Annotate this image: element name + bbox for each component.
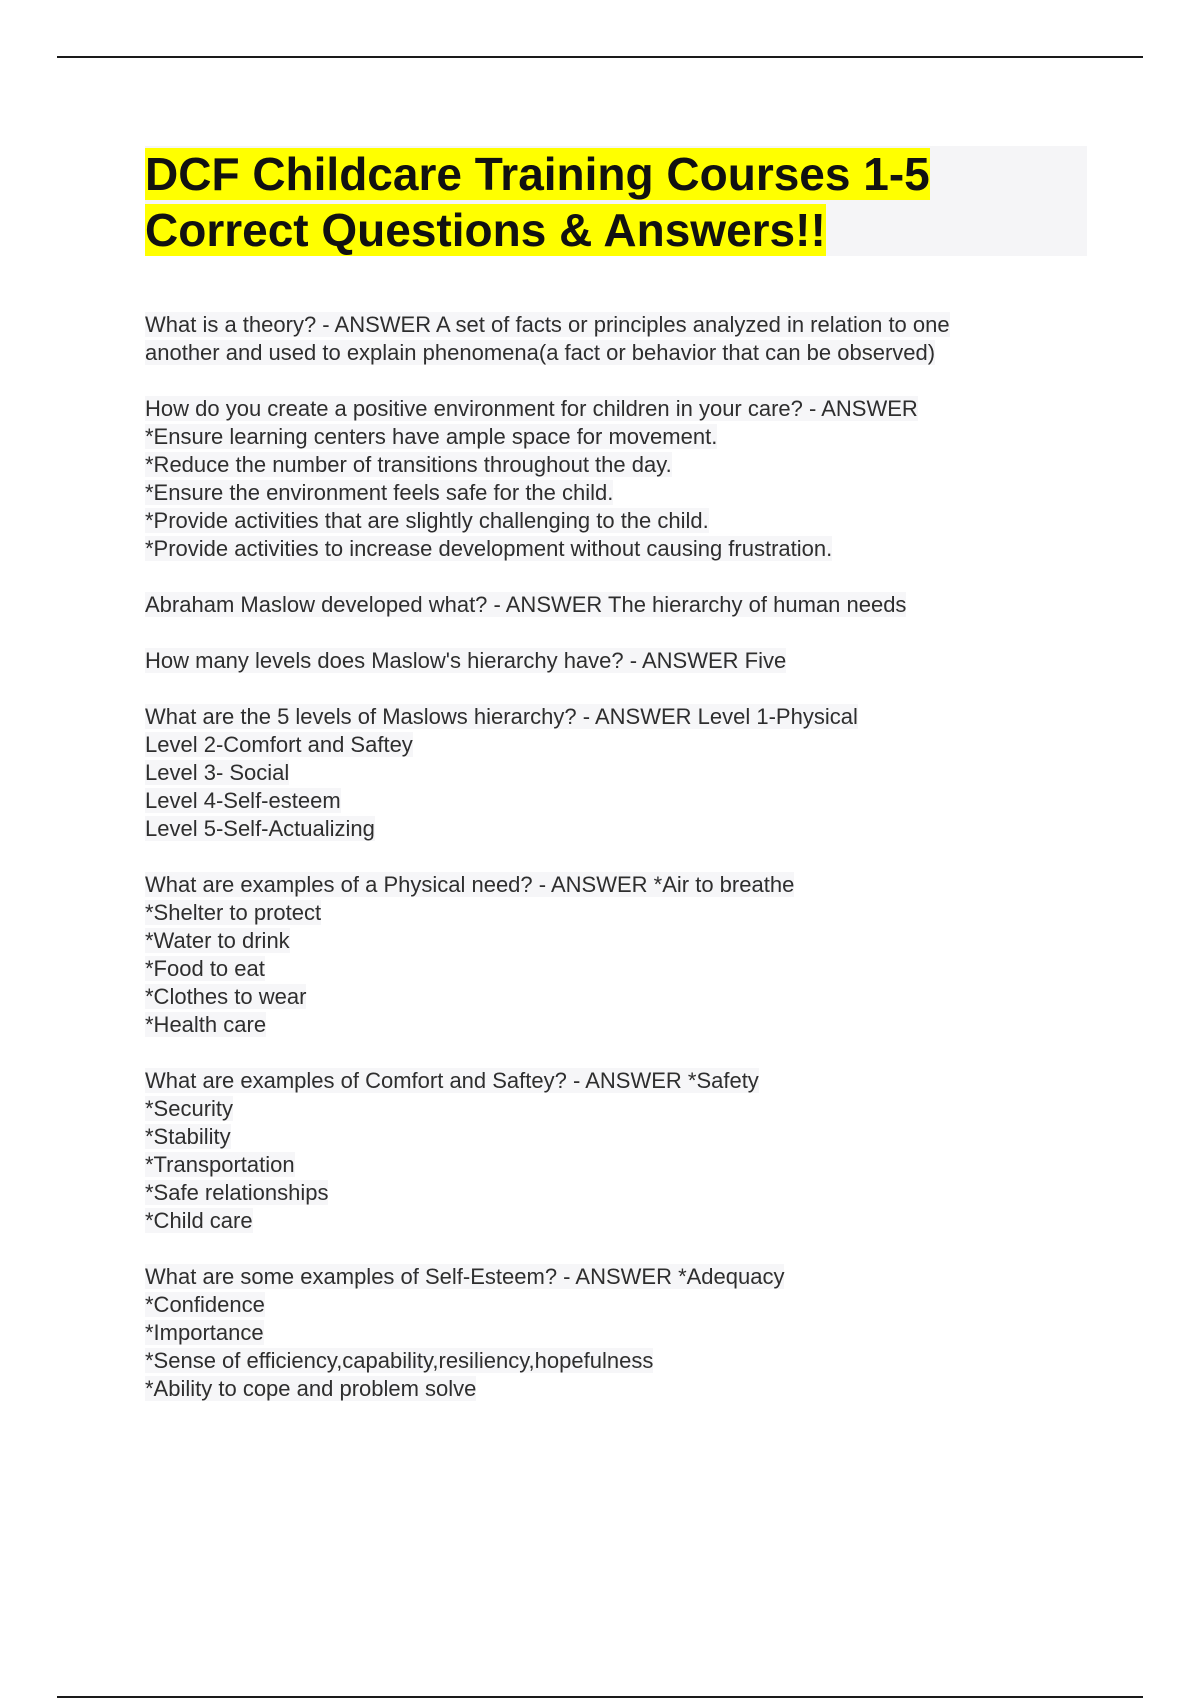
qa-list — [145, 311, 1105, 1431]
qa-line: What are some examples of Self-Esteem? - ANSWER *Adequacy — [145, 1264, 785, 1289]
qa-line: *Safe relationships — [145, 1180, 329, 1205]
qa-item-positive-environment — [145, 395, 1105, 563]
qa-item-theory — [145, 311, 1105, 367]
qa-item-physical-need — [145, 871, 1105, 1039]
qa-line: *Transportation — [145, 1152, 295, 1177]
qa-item-maslow — [145, 591, 1105, 619]
qa-item-comfort-safety — [145, 1067, 1105, 1235]
qa-line: What are examples of a Physical need? - ANSWER *Air to breathe — [145, 872, 795, 897]
qa-line: *Importance — [145, 1320, 264, 1345]
qa-item-levels-count — [145, 647, 1105, 675]
qa-line: Level 2-Comfort and Saftey — [145, 732, 413, 757]
qa-line: *Water to drink — [145, 928, 290, 953]
qa-line: *Provide activities to increase development without causing frustration. — [145, 536, 833, 561]
qa-line: *Clothes to wear — [145, 984, 307, 1009]
qa-line: *Health care — [145, 1012, 267, 1037]
title-block — [145, 146, 1087, 256]
title-line-1: DCF Childcare Training Courses 1-5 — [145, 148, 930, 200]
qa-line: *Food to eat — [145, 956, 265, 981]
qa-line: Abraham Maslow developed what? - ANSWER The hierarchy of human needs — [145, 592, 907, 617]
qa-line: *Ensure the environment feels safe for the child. — [145, 480, 614, 505]
qa-line: *Confidence — [145, 1292, 265, 1317]
qa-line: Level 4-Self-esteem — [145, 788, 341, 813]
qa-line: Level 5-Self-Actualizing — [145, 816, 375, 841]
qa-line: What are examples of Comfort and Saftey? - ANSWER *Safety — [145, 1068, 759, 1093]
bottom-rule — [57, 1696, 1143, 1698]
qa-line: *Ability to cope and problem solve — [145, 1376, 477, 1401]
qa-line: What are the 5 levels of Maslows hierarchy? - ANSWER Level 1-Physical — [145, 704, 858, 729]
page-title — [145, 146, 1087, 258]
qa-line: *Security — [145, 1096, 234, 1121]
qa-line: *Child care — [145, 1208, 253, 1233]
qa-line: another and used to explain phenomena(a fact or behavior that can be observed) — [145, 340, 936, 365]
top-rule — [57, 56, 1143, 58]
qa-line: What is a theory? - ANSWER A set of facts or principles analyzed in relation to one — [145, 312, 950, 337]
qa-item-five-levels — [145, 703, 1105, 843]
qa-line: How do you create a positive environment for children in your care? - ANSWER — [145, 396, 918, 421]
qa-line: *Provide activities that are slightly challenging to the child. — [145, 508, 709, 533]
qa-line: *Shelter to protect — [145, 900, 322, 925]
qa-line: *Sense of efficiency,capability,resiliency,hopefulness — [145, 1348, 654, 1373]
qa-line: Level 3- Social — [145, 760, 290, 785]
title-line-2: Correct Questions & Answers!! — [145, 204, 826, 256]
qa-line: How many levels does Maslow's hierarchy have? - ANSWER Five — [145, 648, 787, 673]
qa-item-self-esteem — [145, 1263, 1105, 1403]
qa-line: *Reduce the number of transitions throughout the day. — [145, 452, 672, 477]
qa-line: *Ensure learning centers have ample space for movement. — [145, 424, 718, 449]
qa-line: *Stability — [145, 1124, 231, 1149]
